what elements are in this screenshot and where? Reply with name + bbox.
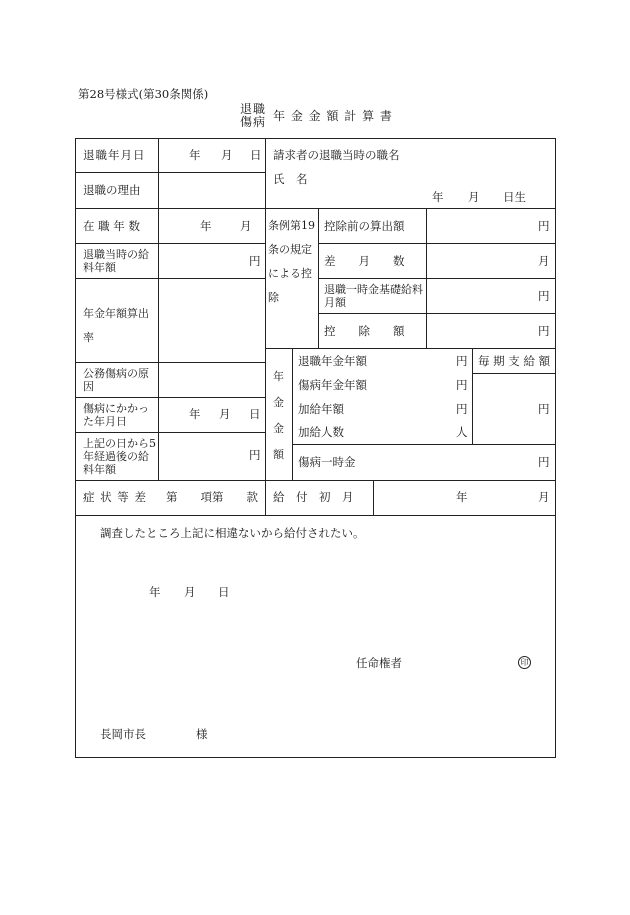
monthly-payment-yen: 円 [538, 402, 550, 416]
injury-pension-yen: 円 [456, 378, 468, 392]
payment-start-month: 月 [538, 490, 550, 504]
before-deduction-yen: 円 [538, 219, 550, 233]
payment-start-year: 年 [456, 490, 468, 504]
before-deduction-label: 控除前の算出額 [324, 219, 405, 233]
retire-reason-label: 退職の理由 [83, 183, 141, 197]
injury-cause-label: 公務傷病の原因 [83, 367, 149, 393]
pension-amount-label: 年金金額 [273, 370, 284, 461]
additional-amount-label: 加給年額 [298, 402, 344, 416]
retire-pension-yen: 円 [456, 354, 468, 368]
tenure-year: 年 [200, 219, 212, 233]
deduction-amount-label: 控 除 額 [324, 324, 405, 338]
retire-date-day: 日 [250, 148, 262, 162]
after5-label: 上記の日から5年経過後の給料年額 [83, 437, 156, 476]
injury-lump-yen: 円 [538, 455, 550, 469]
salary-label: 退職当時の給料年額 [83, 248, 149, 274]
additional-persons-label: 加給人数 [298, 425, 344, 439]
payment-start-label: 給 付 初 月 [273, 490, 354, 504]
monthly-payment-label: 毎 期 支 給 額 [478, 354, 551, 368]
deduction-amount-yen: 円 [538, 324, 550, 338]
statement-text: 調査したところ上記に相違ないから給付されたい。 [100, 526, 365, 540]
retire-date-label: 退職年月日 [83, 148, 146, 162]
footer-date-day: 日 [218, 585, 230, 599]
tenure-label: 在 職 年 数 [83, 219, 140, 233]
deduction-rule-label: 条例第19条の規定による控除 [268, 219, 315, 304]
name-label: 氏 名 [273, 172, 308, 186]
form-number: 第28号様式(第30条関係) [78, 87, 209, 101]
title-top: 退職 [240, 102, 267, 116]
symptom-label: 症 状 等 差 [83, 490, 147, 504]
injury-date-month: 月 [219, 407, 231, 421]
injury-date-label: 傷病にかかった年月日 [83, 402, 149, 428]
mayor-label: 長岡市長 [100, 727, 146, 741]
seal-icon: 印 [518, 656, 531, 669]
injury-lump-label: 傷病一時金 [298, 455, 356, 469]
appointer-label: 任命権者 [356, 656, 402, 670]
lump-sum-base-label: 退職一時金基礎給料月額 [324, 283, 423, 309]
tenure-month: 月 [240, 219, 252, 233]
title-rest: 年 金 金 額 計 算 書 [273, 109, 393, 123]
birth-year: 年 [432, 190, 444, 204]
birth-day: 日生 [503, 190, 526, 204]
additional-persons-unit: 人 [456, 425, 468, 439]
injury-date-year: 年 [189, 407, 201, 421]
retire-date-year: 年 [189, 148, 201, 162]
birth-month: 月 [468, 190, 480, 204]
difference-months-unit: 月 [538, 254, 550, 268]
after5-yen: 円 [249, 448, 261, 462]
honorific: 様 [196, 727, 208, 741]
difference-months-label: 差 月 数 [324, 254, 405, 268]
retire-date-month: 月 [221, 148, 233, 162]
lump-sum-base-yen: 円 [538, 289, 550, 303]
title-bottom: 傷病 [240, 115, 267, 129]
claimant-post-label: 請求者の退職当時の職名 [273, 148, 400, 162]
footer-date-year: 年 [149, 585, 161, 599]
footer-date-month: 月 [184, 585, 196, 599]
salary-yen: 円 [249, 254, 261, 268]
symptom-value: 第 項第 款 [166, 490, 258, 504]
additional-amount-yen: 円 [456, 402, 468, 416]
injury-pension-label: 傷病年金年額 [298, 378, 367, 392]
form-title [240, 103, 266, 129]
pension-rate-label: 年金年額算出率 [83, 307, 149, 344]
retire-pension-label: 退職年金年額 [298, 354, 367, 368]
injury-date-day: 日 [249, 407, 261, 421]
